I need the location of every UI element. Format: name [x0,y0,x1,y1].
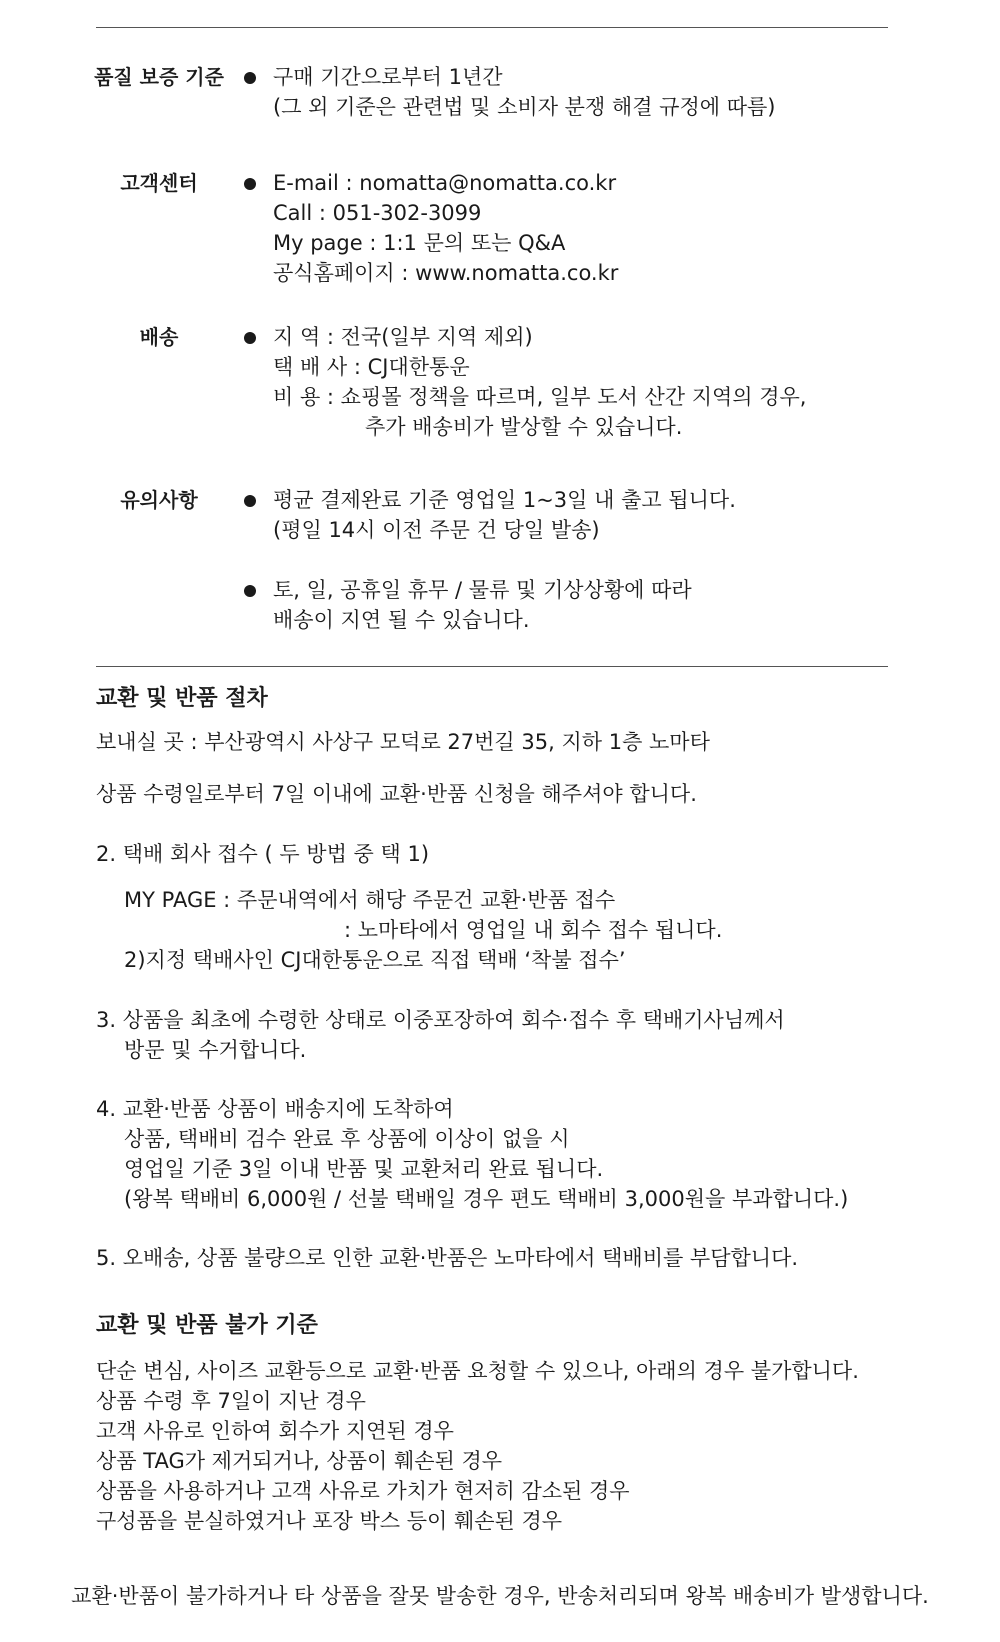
step3-line: 방문 및 수거합니다. [124,1038,307,1062]
shipping-line: 비 용 : 쇼핑몰 정책을 따르며, 일부 도서 산간 지역의 경우, [273,385,807,409]
quality-label: 품질 보증 기준 [94,65,224,89]
notice-line: (평일 14시 이전 주문 건 당일 발송) [273,518,600,542]
customer-email: E-mail : nomatta@nomatta.co.kr [273,171,617,195]
customer-mypage: My page : 1:1 문의 또는 Q&A [273,231,566,255]
footer-notice: 교환·반품이 불가하거나 타 상품을 잘못 발송한 경우, 반송처리되며 왕복 배송비가 발생합니다. [71,1584,929,1608]
step2-option-a: MY PAGE : 주문내역에서 해당 주문건 교환·반품 접수 [124,888,616,912]
step4-line: 상품, 택배비 검수 완료 후 상품에 이상이 없을 시 [124,1127,570,1151]
unavailable-line: 상품을 사용하거나 고객 사유로 가치가 현저히 감소된 경우 [96,1479,630,1503]
bullet-icon [244,178,256,190]
customer-homepage: 공식홈페이지 : www.nomatta.co.kr [273,261,619,285]
unavailable-line: 고객 사유로 인하여 회수가 지연된 경우 [96,1419,454,1443]
exchange-step2 [96,839,722,975]
shipping-line: 추가 배송비가 발상할 수 있습니다. [365,415,683,439]
shipping-line: 지 역 : 전국(일부 지역 제외) [273,325,533,349]
bullet-icon [244,332,256,344]
unavailable-line: 상품 TAG가 제거되거나, 상품이 훼손된 경우 [96,1449,503,1473]
customer-label: 고객센터 [120,171,198,195]
step4-line: 영업일 기준 3일 이내 반품 및 교환처리 완료 됩니다. [124,1157,604,1181]
unavailable-line: 구성품을 분실하였거나 포장 박스 등이 훼손된 경우 [96,1509,563,1533]
bullet-icon [244,585,256,597]
quality-line: 구매 기간으로부터 1년간 [273,65,503,89]
notice-line: 토, 일, 공휴일 휴무 / 물류 및 기상상황에 따라 [273,578,692,602]
unavailable-title: 교환 및 반품 불가 기준 [96,1313,318,1338]
quality-line: (그 외 기준은 관련법 및 소비자 분쟁 해결 규정에 따름) [273,95,776,119]
notice-line: 배송이 지연 될 수 있습니다. [273,608,530,632]
shipping-label: 배송 [139,325,179,349]
step2-option-b: 2)지정 택배사인 CJ대한통운으로 직접 택배 ‘착불 접수’ [124,948,626,972]
step2-option-a-detail: : 노마타에서 영업일 내 회수 접수 됩니다. [344,918,723,942]
bullet-icon [244,495,256,507]
step4-line: (왕복 택배비 6,000원 / 선불 택배일 경우 편도 택배비 3,000원을 부과합니다.) [124,1187,849,1211]
bullet-icon [244,72,256,84]
exchange-step5: 5. 오배송, 상품 불량으로 인한 교환·반품은 노마타에서 택배비를 부담합니다. [96,1246,799,1270]
unavailable-list [96,1356,859,1536]
notice-label: 유의사항 [120,488,198,512]
customer-call: Call : 051-302-3099 [273,201,482,225]
notice-line: 평균 결제완료 기준 영업일 1~3일 내 출고 됩니다. [273,488,736,512]
shipping-line: 택 배 사 : CJ대한통운 [273,355,470,379]
exchange-title: 교환 및 반품 절차 [96,686,268,711]
return-address: 보내실 곳 : 부산광역시 사상구 모덕로 27번길 35, 지하 1층 노마타 [96,730,710,754]
middle-divider [96,666,888,667]
exchange-step1: 상품 수령일로부터 7일 이내에 교환·반품 신청을 해주셔야 합니다. [96,782,697,806]
exchange-step4 [96,1094,848,1214]
unavailable-line: 상품 수령 후 7일이 지난 경우 [96,1389,366,1413]
step3-line: 3. 상품을 최초에 수령한 상태로 이중포장하여 회수·접수 후 택배기사님께서 [96,1008,785,1032]
top-divider [96,27,888,28]
unavailable-line: 단순 변심, 사이즈 교환등으로 교환·반품 요청할 수 있으나, 아래의 경우 불가합니다. [96,1359,859,1383]
step4-line: 4. 교환·반품 상품이 배송지에 도착하여 [96,1097,454,1121]
exchange-step3 [96,1005,785,1065]
step2-head: 2. 택배 회사 접수 ( 두 방법 중 택 1) [96,842,430,866]
